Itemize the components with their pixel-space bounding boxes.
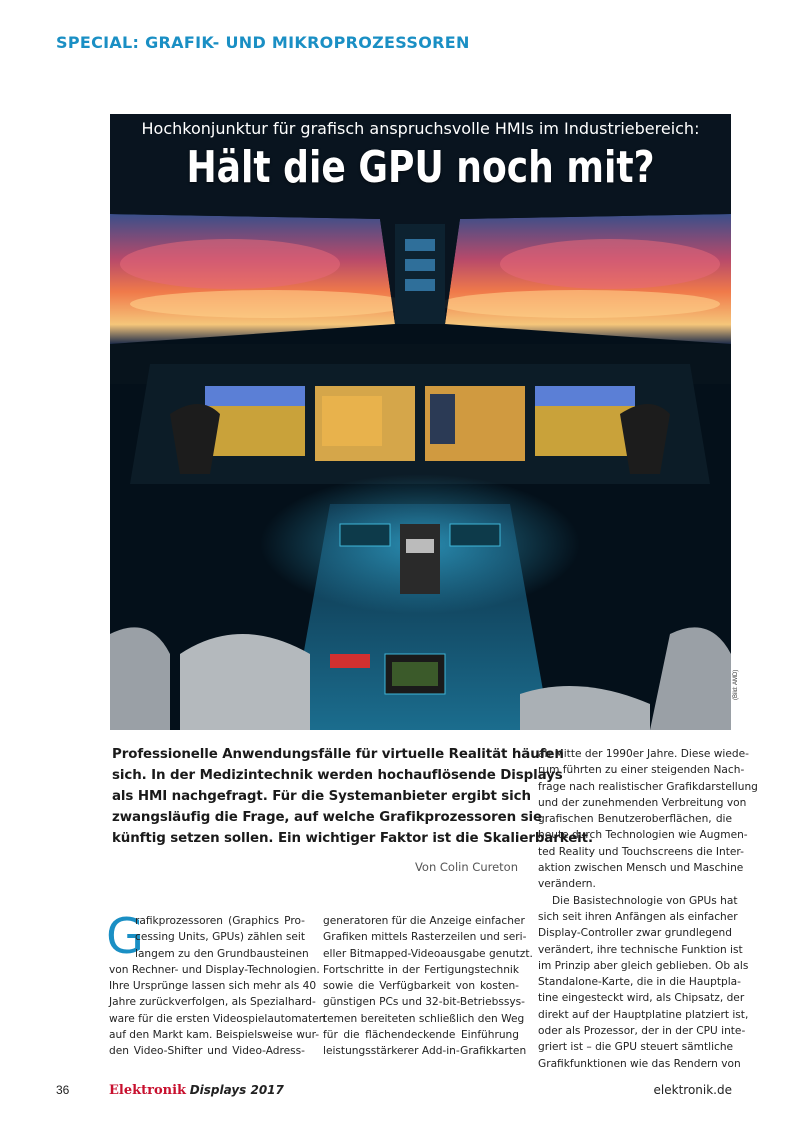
body-line: rafikprozessoren (Graphics Pro- [135, 915, 305, 927]
body-line: Jahre zurückverfolgen, als Spezialhard- [109, 996, 316, 1009]
lead-line: zwangsläufig die Frage, auf welche Grafikprozessoren sie [112, 810, 542, 825]
lead-line: Professionelle Anwendungsfälle für virtuelle Realität häufen [112, 747, 564, 762]
lead-line: sich. In der Medizintechnik werden hochauflösende Displays [112, 768, 563, 783]
body-line: aktion zwischen Mensch und Maschine [538, 862, 744, 875]
body-line: und der zunehmenden Verbreitung von [538, 796, 747, 809]
body-line: sowie die Verfügbarkeit von kosten- [323, 980, 519, 993]
website-link[interactable]: elektronik.de [653, 1083, 732, 1097]
body-line: Grafikfunktionen wie das Rendern von [538, 1057, 741, 1070]
hero-kicker: Hochkonjunktur für grafisch anspruchsvolle HMIs im Industriebereich: [141, 119, 700, 138]
body-line: temen bereiteten schließlich den Weg [323, 1012, 525, 1025]
body-column-2 [323, 913, 533, 1060]
body-line: tine eingesteckt wird, als Chipsatz, der [538, 992, 745, 1005]
cockpit-illustration [110, 114, 731, 730]
lead-paragraph [112, 744, 593, 849]
body-line: Standalone-Karte, die in die Hauptpla- [538, 976, 741, 989]
lead-line: künftig setzen sollen. Ein wichtiger Faktor ist die Skalierbarkeit. [112, 831, 593, 846]
body-line: sich seit ihren Anfängen als einfacher [538, 910, 738, 923]
body-line: griert ist – die GPU steuert sämtliche [538, 1041, 734, 1054]
body-column-1 [109, 913, 326, 1060]
body-line: direkt auf der Hauptplatine platziert ist, [538, 1008, 749, 1021]
body-line: für die flächendeckende Einführung [323, 1029, 519, 1042]
body-line: im Prinzip aber gleich geblieben. Ob als [538, 959, 749, 972]
body-line: günstigen PCs und 32-bit-Betriebssys- [323, 996, 525, 1009]
image-credit: (Bild: AMD) [733, 669, 739, 700]
body-line: grafischen Benutzeroberflächen, die [538, 813, 732, 826]
body-line: rum führten zu einer steigenden Nach- [538, 764, 745, 777]
body-line: generatoren für die Anzeige einfacher [323, 915, 525, 927]
body-line: ab Mitte der 1990er Jahre. Diese wiede- [538, 748, 749, 760]
body-line: ware für die ersten Videospielautomaten [109, 1012, 326, 1025]
body-line: oder als Prozessor, der in der CPU inte- [538, 1025, 746, 1038]
body-line: Fortschritte in der Fertigungstechnik [323, 963, 519, 976]
body-line: cessing Units, GPUs) zählen seit [135, 931, 305, 944]
body-line: heute durch Technologien wie Augmen- [538, 829, 748, 842]
hero-image [110, 114, 731, 730]
body-column-3 [538, 746, 758, 1072]
body-line: auf den Markt kam. Beispielsweise wur- [109, 1029, 320, 1042]
body-line: frage nach realistischer Grafikdarstellung [538, 780, 758, 793]
body-line: verändert, ihre technische Funktion ist [538, 943, 743, 956]
body-line: leistungsstärkerer Add-in-Grafikkarten [323, 1045, 527, 1058]
body-line: ted Reality und Touchscreens die Inter- [538, 845, 744, 858]
page-number: 36 [56, 1083, 70, 1097]
body-line: Grafiken mittels Rasterzeilen und seri- [323, 931, 527, 944]
issue-title: Displays 2017 [189, 1083, 284, 1097]
body-line: Die Basistechnologie von GPUs hat [552, 894, 738, 907]
body-line: Display-Controller zwar grundlegend [538, 927, 732, 940]
body-line: Ihre Ursprünge lassen sich mehr als 40 [109, 980, 317, 993]
body-line: von Rechner- und Display-Technologien. [109, 963, 320, 976]
body-line: langem zu den Grundbausteinen [135, 947, 309, 960]
hero-headline: Hält die GPU noch mit? [186, 142, 655, 193]
byline: Von Colin Cureton [414, 860, 518, 874]
magazine-brand [109, 1082, 284, 1098]
body-line: eller Bitmapped-Videoausgabe genutzt. [323, 947, 533, 960]
body-line: verändern. [538, 878, 596, 891]
body-line: den Video-Shifter und Video-Adress- [109, 1045, 305, 1058]
section-header: SPECIAL: GRAFIK- UND MIKROPROZESSOREN [56, 33, 470, 52]
lead-line: als HMI nachgefragt. Für die Systemanbieter ergibt sich [112, 789, 531, 804]
drop-cap: G [106, 908, 144, 965]
brand-logo: Elektronik [109, 1083, 187, 1098]
